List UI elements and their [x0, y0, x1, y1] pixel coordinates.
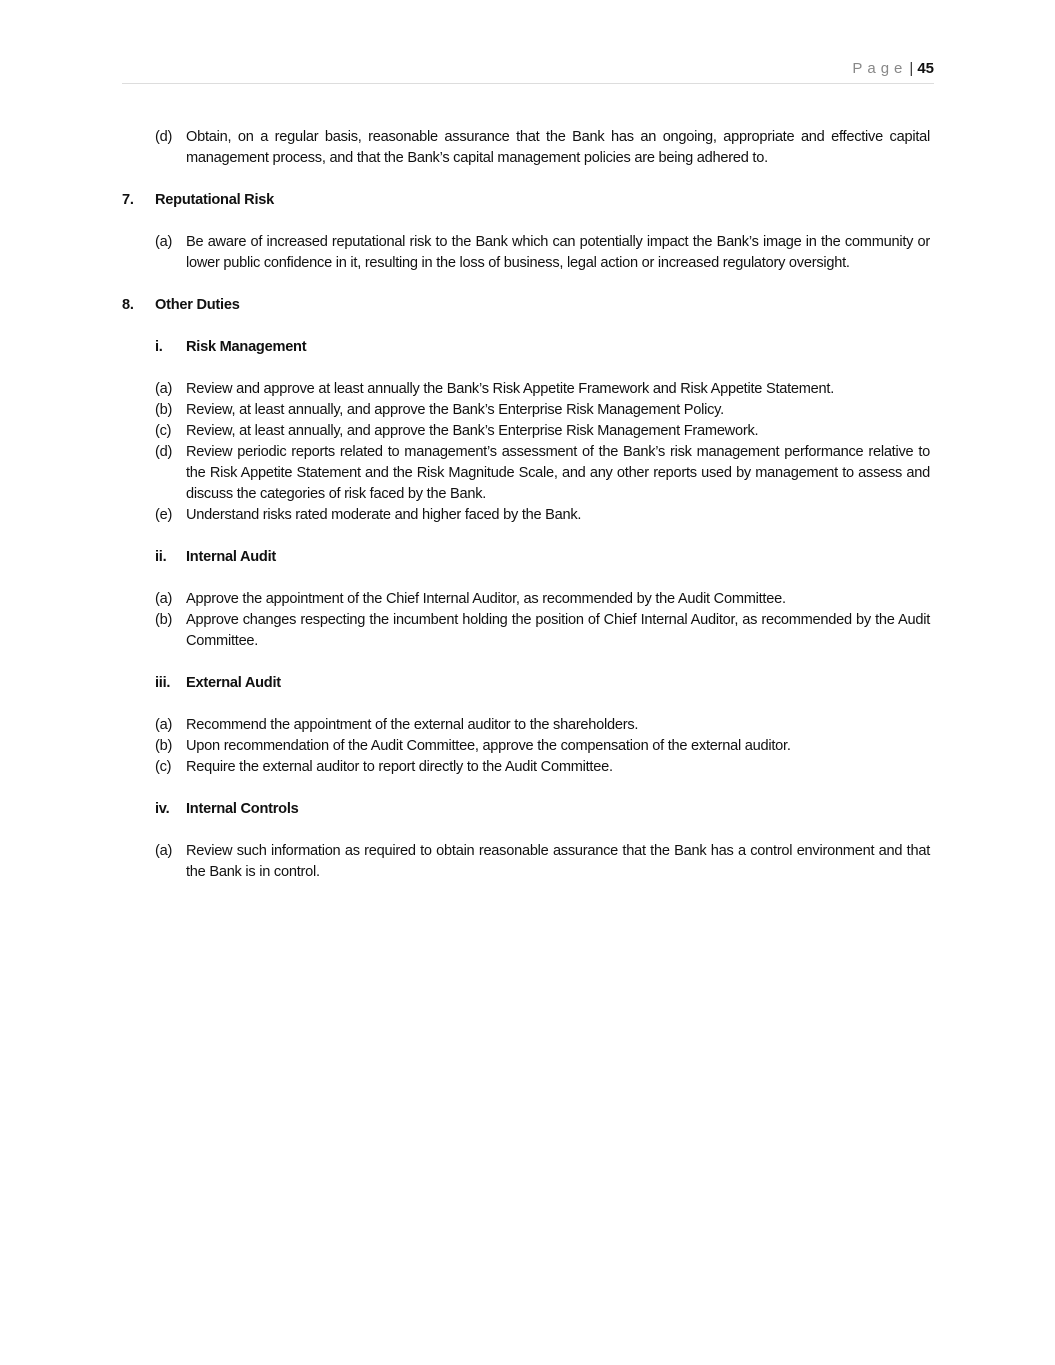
document-body — [122, 127, 930, 883]
item-label: (a) — [155, 381, 173, 397]
item-label: (b) — [155, 612, 173, 628]
page-header — [122, 60, 934, 84]
list-item — [122, 715, 930, 736]
item-text: Review, at least annually, and approve the Bank’s Enterprise Risk Management Policy. — [186, 402, 724, 418]
subsection-heading — [122, 799, 930, 820]
section-heading-other-duties — [122, 295, 930, 316]
item-text: Approve the appointment of the Chief Internal Auditor, as recommended by the Audit Committee. — [186, 591, 786, 607]
list-item — [122, 757, 930, 778]
page-number: 45 — [917, 60, 934, 77]
subsection-title: Internal Audit — [186, 549, 277, 565]
item-label: (a) — [155, 717, 173, 733]
item-text: Be aware of increased reputational risk to the Bank which can potentially impact the Bank’s image in the community or lower public confidence in it, resulting in the loss of business, legal action or increased regulatory oversight. — [186, 234, 930, 271]
list-item — [122, 127, 930, 169]
list-item — [122, 589, 930, 610]
subsection-heading — [122, 547, 930, 568]
item-text: Review and approve at least annually the Bank’s Risk Appetite Framework and Risk Appetite Statement. — [186, 381, 835, 397]
item-text: Review, at least annually, and approve the Bank’s Enterprise Risk Management Framework. — [186, 423, 759, 439]
subsection-number: iv. — [155, 801, 170, 817]
item-text: Review such information as required to obtain reasonable assurance that the Bank has a control environment and that the Bank is in control. — [186, 843, 930, 880]
list-item — [122, 232, 930, 274]
list-item — [122, 442, 930, 505]
item-text: Understand risks rated moderate and higher faced by the Bank. — [186, 507, 582, 523]
list-item — [122, 400, 930, 421]
page-label: Page — [852, 60, 908, 77]
section-heading-reputational-risk — [122, 190, 930, 211]
section-number: 7. — [122, 192, 134, 208]
item-label: (a) — [155, 234, 173, 250]
subsection-number: iii. — [155, 675, 171, 691]
item-label: (c) — [155, 423, 172, 439]
subsection-title: Risk Management — [186, 339, 307, 355]
list-item — [122, 736, 930, 757]
item-text: Upon recommendation of the Audit Committee, approve the compensation of the external auditor. — [186, 738, 791, 754]
header-separator: | — [909, 60, 914, 77]
subsection-title: External Audit — [186, 675, 281, 691]
item-text: Review periodic reports related to management’s assessment of the Bank’s risk management performance relative to the Risk Appetite Statement and the Risk Magnitude Scale, and any other reports used by management to assess and discuss the categories of risk faced by the Bank. — [186, 444, 930, 502]
subsection-number: ii. — [155, 549, 167, 565]
item-label: (e) — [155, 507, 173, 523]
subsection-title: Internal Controls — [186, 801, 299, 817]
list-item — [122, 841, 930, 883]
list-item — [122, 379, 930, 400]
item-label: (d) — [155, 444, 173, 460]
item-label: (d) — [155, 129, 173, 145]
section-title: Reputational Risk — [155, 192, 275, 208]
list-item — [122, 421, 930, 442]
item-text: Obtain, on a regular basis, reasonable assurance that the Bank has an ongoing, appropriate and effective capital management process, and that the Bank’s capital management policies are being adhered to. — [186, 129, 930, 166]
list-item — [122, 610, 930, 652]
section-title: Other Duties — [155, 297, 240, 313]
list-item — [122, 505, 930, 526]
item-label: (b) — [155, 402, 173, 418]
subsection-heading — [122, 673, 930, 694]
item-label: (c) — [155, 759, 172, 775]
subsection-number: i. — [155, 339, 163, 355]
item-text: Require the external auditor to report directly to the Audit Committee. — [186, 759, 613, 775]
item-label: (b) — [155, 738, 173, 754]
section-number: 8. — [122, 297, 134, 313]
item-text: Approve changes respecting the incumbent holding the position of Chief Internal Auditor, as recommended by the Audit Committee. — [186, 612, 930, 649]
item-label: (a) — [155, 843, 173, 859]
subsection-heading — [122, 337, 930, 358]
item-label: (a) — [155, 591, 173, 607]
item-text: Recommend the appointment of the external auditor to the shareholders. — [186, 717, 639, 733]
subsections — [122, 337, 930, 883]
